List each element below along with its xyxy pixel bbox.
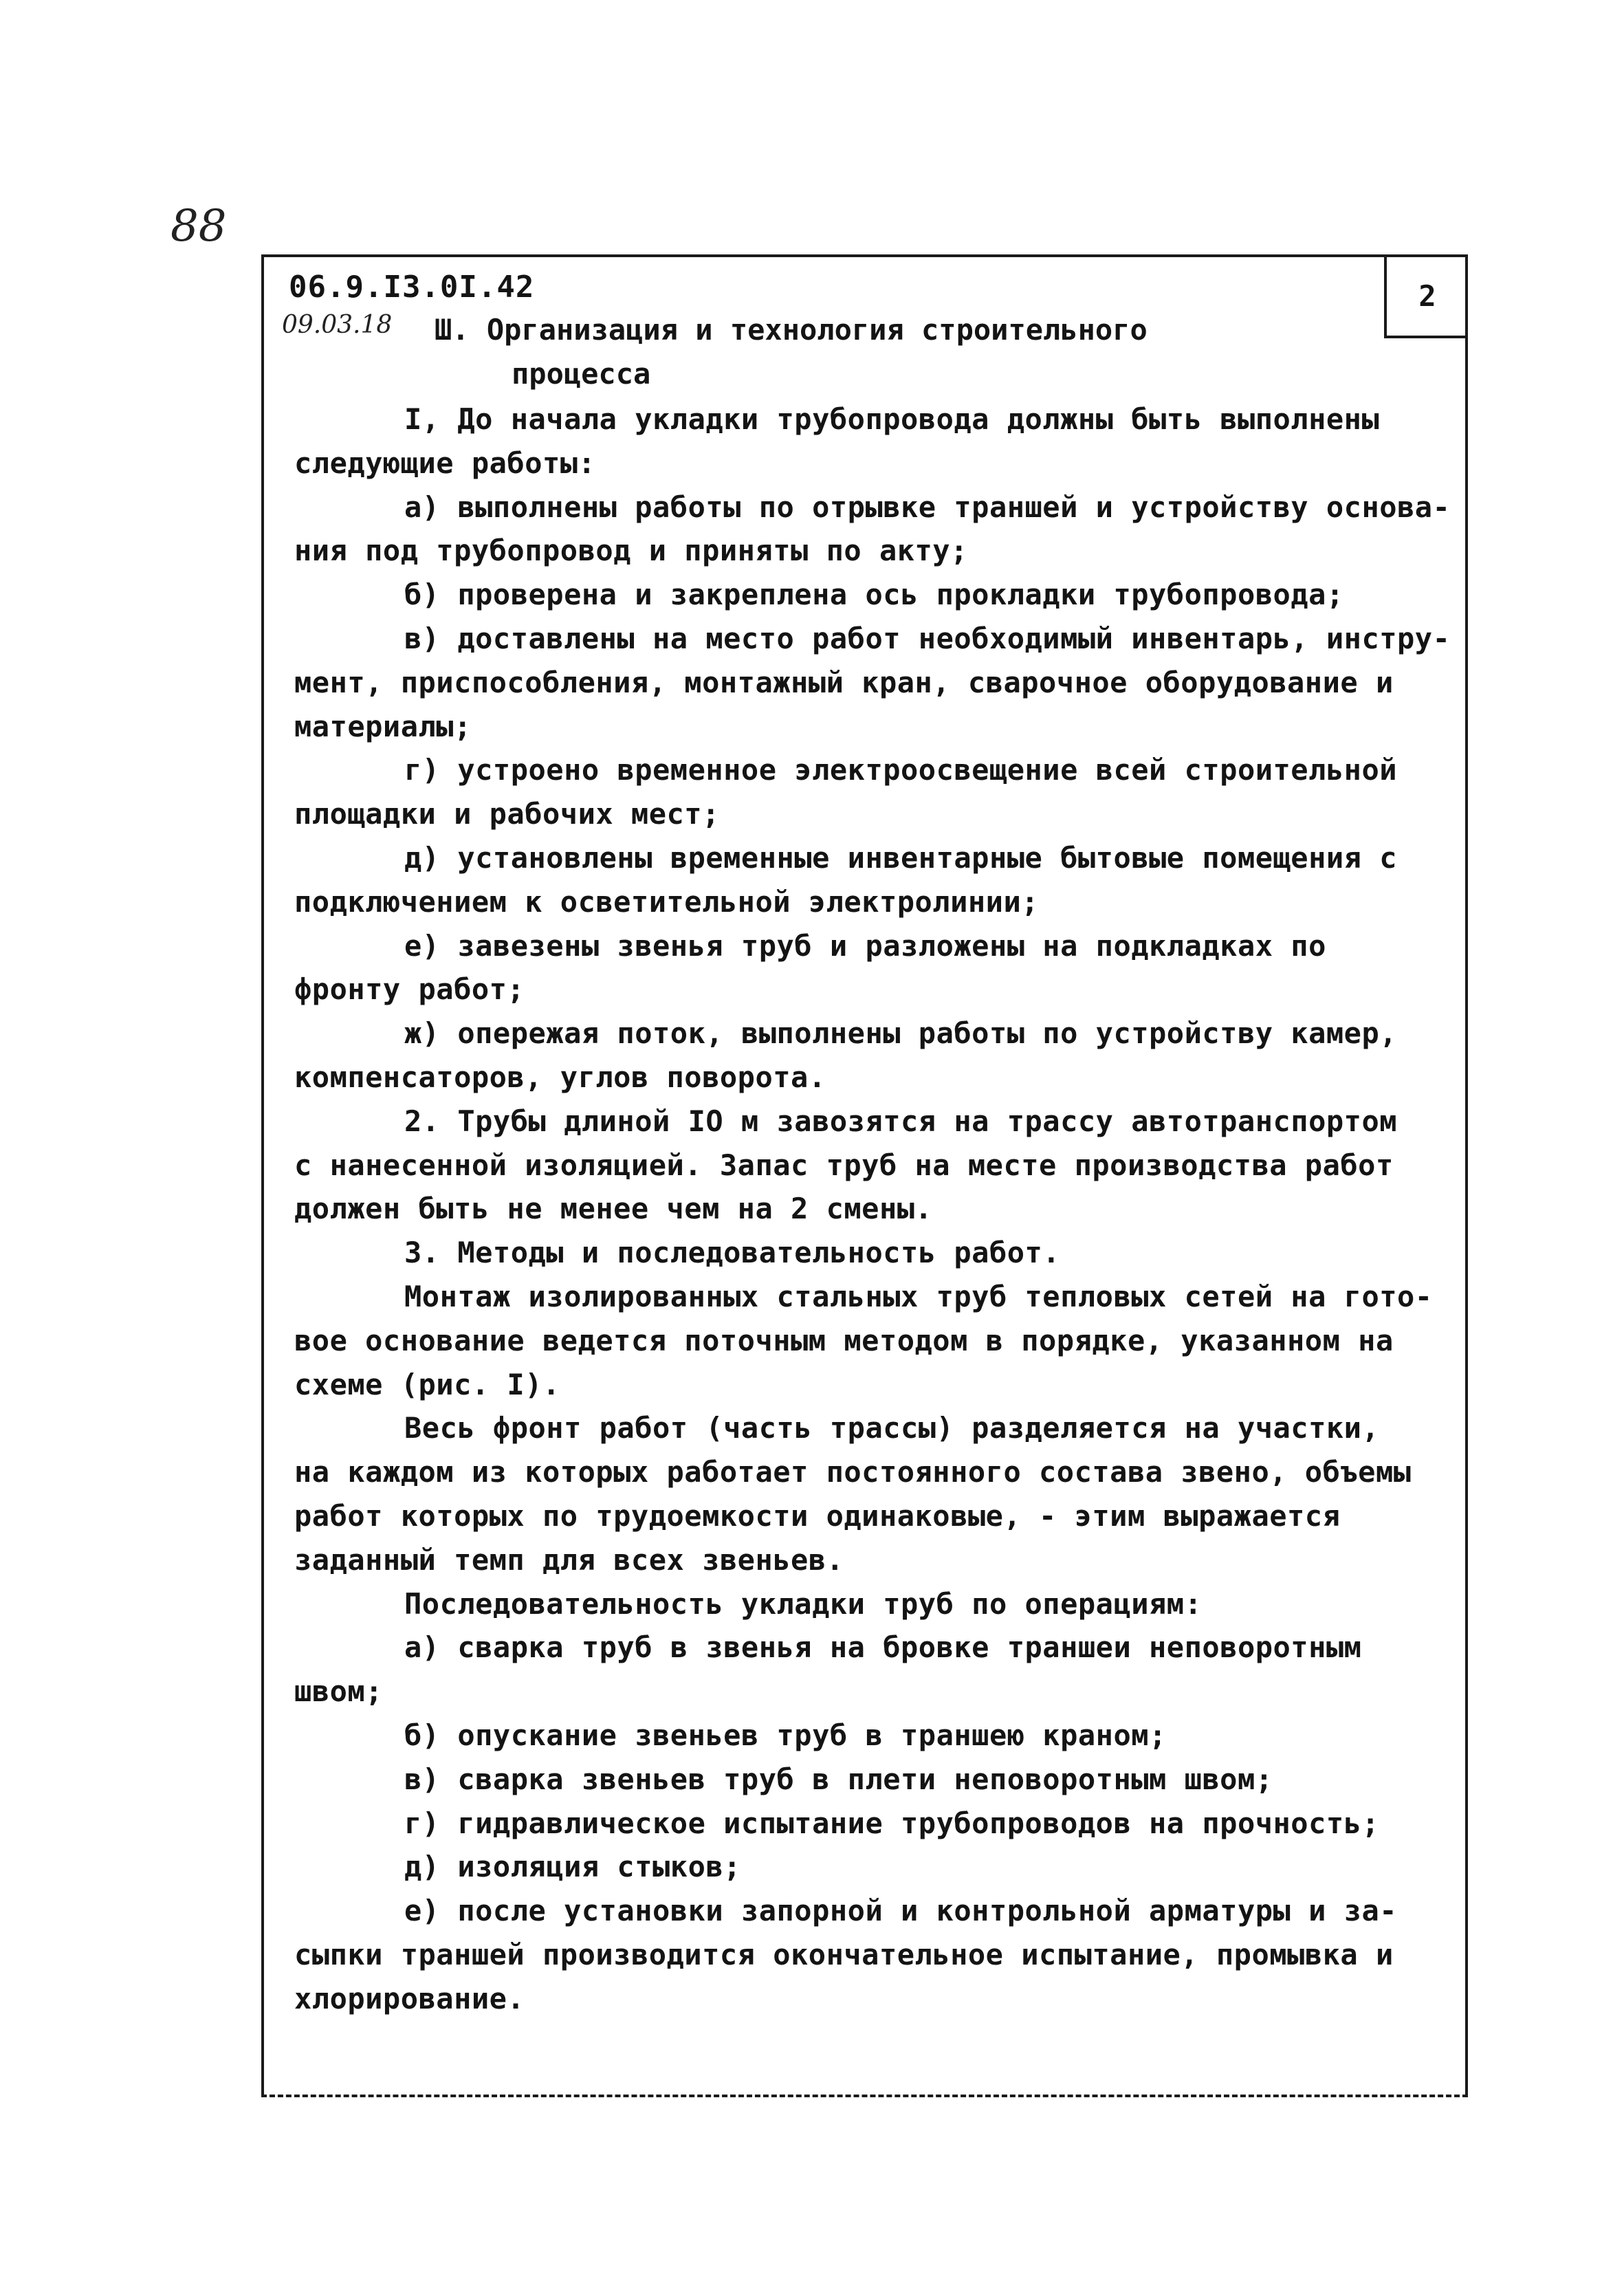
body-line: подключением к осветительной электролинии; — [294, 884, 1040, 919]
body-line: б) проверена и закреплена ось прокладки трубопровода; — [404, 578, 1344, 612]
body-line: на каждом из которых работает постоянного состава звено, объемы — [294, 1455, 1412, 1489]
body-line: Последовательность укладки труб по операциям: — [404, 1586, 1203, 1621]
body-line: Весь фронт работ (часть трассы) разделяется на участки, — [404, 1411, 1380, 1445]
body-line: площадки и рабочих мест; — [294, 797, 720, 831]
body-line: 3. Методы и последовательность работ. — [404, 1236, 1061, 1270]
body-line: ния под трубопровод и приняты по акту; — [294, 534, 968, 568]
body-line: г) устроено временное электроосвещение всей строительной — [404, 753, 1398, 787]
body-line: сыпки траншей производится окончательное испытание, промывка и — [294, 1937, 1394, 1971]
section-title-line: Ш. Организация и технология строительного — [435, 313, 1148, 347]
body-line: I, До начала укладки трубопровода должны быть выполнены — [404, 402, 1380, 436]
sheet-number: 2 — [1418, 278, 1436, 313]
body-line: Монтаж изолированных стальных труб тепловых сетей на гото- — [404, 1279, 1433, 1313]
body-line: б) опускание звеньев труб в траншею краном; — [404, 1718, 1167, 1752]
body-line: материалы; — [294, 709, 472, 743]
body-line: 2. Трубы длиной IO м завозятся на трассу автотранспортом — [404, 1104, 1398, 1138]
body-line: ж) опережая поток, выполнены работы по устройству камер, — [404, 1016, 1398, 1051]
body-line: а) выполнены работы по отрывке траншей и устройству основа- — [404, 490, 1451, 524]
section-title-line — [435, 352, 1328, 396]
body-line: фронту работ; — [294, 972, 525, 1007]
body-line: швом; — [294, 1674, 383, 1709]
body-line: е) завезены звенья труб и разложены на подкладках по — [404, 928, 1326, 963]
document-code: 06.9.I3.0I.42 — [289, 270, 535, 305]
body-line: а) сварка труб в звенья на бровке траншеи неповоротным — [404, 1630, 1362, 1665]
body-line: работ которых по трудоемкости одинаковые, - этим выражается — [294, 1498, 1341, 1533]
body-line: заданный темп для всех звеньев. — [294, 1542, 844, 1577]
body-line: д) изоляция стыков; — [404, 1850, 741, 1884]
body-line: с нанесенной изоляцией. Запас труб на месте производства работ — [294, 1148, 1394, 1182]
body-line: схеме (рис. I). — [294, 1367, 560, 1401]
body-line: хлорирование. — [294, 1981, 525, 2015]
body-line: г) гидравлическое испытание трубопроводов на прочность; — [404, 1806, 1380, 1840]
page-number: 88 — [171, 201, 227, 252]
body-line: д) установлены временные инвентарные бытовые помещения с — [404, 840, 1398, 875]
section-title — [435, 308, 1328, 396]
body-line: в) доставлены на место работ необходимый инвентарь, инстру- — [404, 621, 1451, 655]
body-line: вое основание ведется поточным методом в порядке, указанном на — [294, 1323, 1394, 1357]
body-line: должен быть не менее чем на 2 смены. — [294, 1192, 933, 1226]
body-line: следующие работы: — [294, 446, 596, 480]
body-line: компенсаторов, углов поворота. — [294, 1060, 826, 1094]
body-line: е) после установки запорной и контрольной арматуры и за- — [404, 1894, 1398, 1928]
document-date: 09.03.18 — [282, 311, 393, 339]
document-body — [294, 397, 1449, 2020]
body-line: мент, приспособления, монтажный кран, сварочное оборудование и — [294, 665, 1394, 699]
body-line: в) сварка звеньев труб в плети неповоротным швом; — [404, 1762, 1273, 1796]
section-title-line-text: процесса — [512, 357, 651, 391]
sheet-number-box — [1384, 256, 1468, 338]
